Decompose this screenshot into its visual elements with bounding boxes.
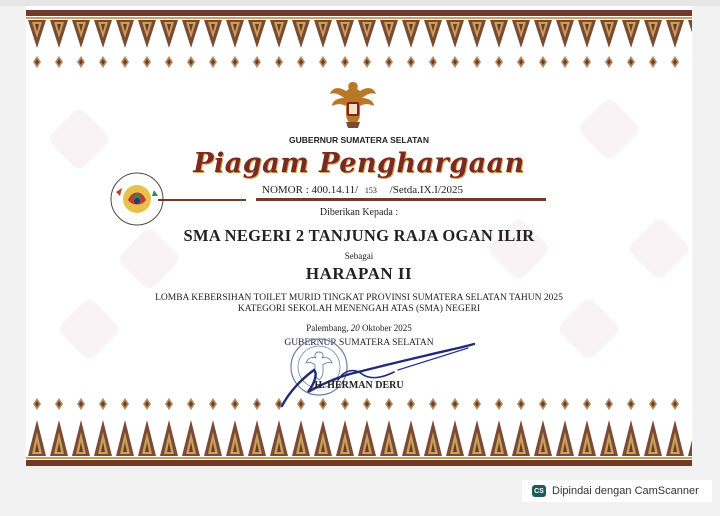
certificate-sheet xyxy=(26,6,692,466)
issuer-heading: GUBERNUR SUMATERA SELATAN xyxy=(289,135,429,145)
date-month-year: Oktober 2025 xyxy=(362,323,412,333)
nomor-handwritten: 153 xyxy=(364,186,377,195)
as-label: Sebagai xyxy=(344,251,374,261)
garuda-emblem-icon xyxy=(328,78,378,130)
recipient-name: SMA NEGERI 2 TANJUNG RAJA OGAN ILIR xyxy=(183,226,535,245)
camscanner-icon: CS xyxy=(532,485,546,497)
signatory-title: GUBERNUR SUMATERA SELATAN xyxy=(284,338,434,348)
camscanner-watermark xyxy=(522,480,712,502)
divider-left xyxy=(158,199,246,201)
camscanner-label: Dipindai dengan CamScanner xyxy=(552,485,699,497)
nomor-suffix: /Setda.IX.I/2025 xyxy=(389,184,463,196)
given-to-label: Diberikan Kepada : xyxy=(319,207,399,218)
date-day: 20 xyxy=(350,323,360,333)
date-place: Palembang, xyxy=(306,323,349,333)
award-rank: HARAPAN II xyxy=(305,264,413,283)
certificate-title: Piagam Penghargaan xyxy=(193,148,525,179)
signatory-name: H. HERMAN DERU xyxy=(314,380,404,391)
top-ornamental-border xyxy=(26,10,692,82)
competition-category: KATEGORI SEKOLAH MENENGAH ATAS (SMA) NEGERI xyxy=(237,304,481,314)
competition-description: LOMBA KEBERSIHAN TOILET MURID TINGKAT PROVINSI SUMATERA SELATAN TAHUN 2025 xyxy=(155,293,563,303)
document-number xyxy=(262,184,463,196)
handwritten-signature-icon xyxy=(278,340,478,412)
nomor-prefix: NOMOR : 400.14.11/ xyxy=(262,184,359,196)
issue-date xyxy=(26,323,692,333)
divider-right xyxy=(256,198,546,201)
